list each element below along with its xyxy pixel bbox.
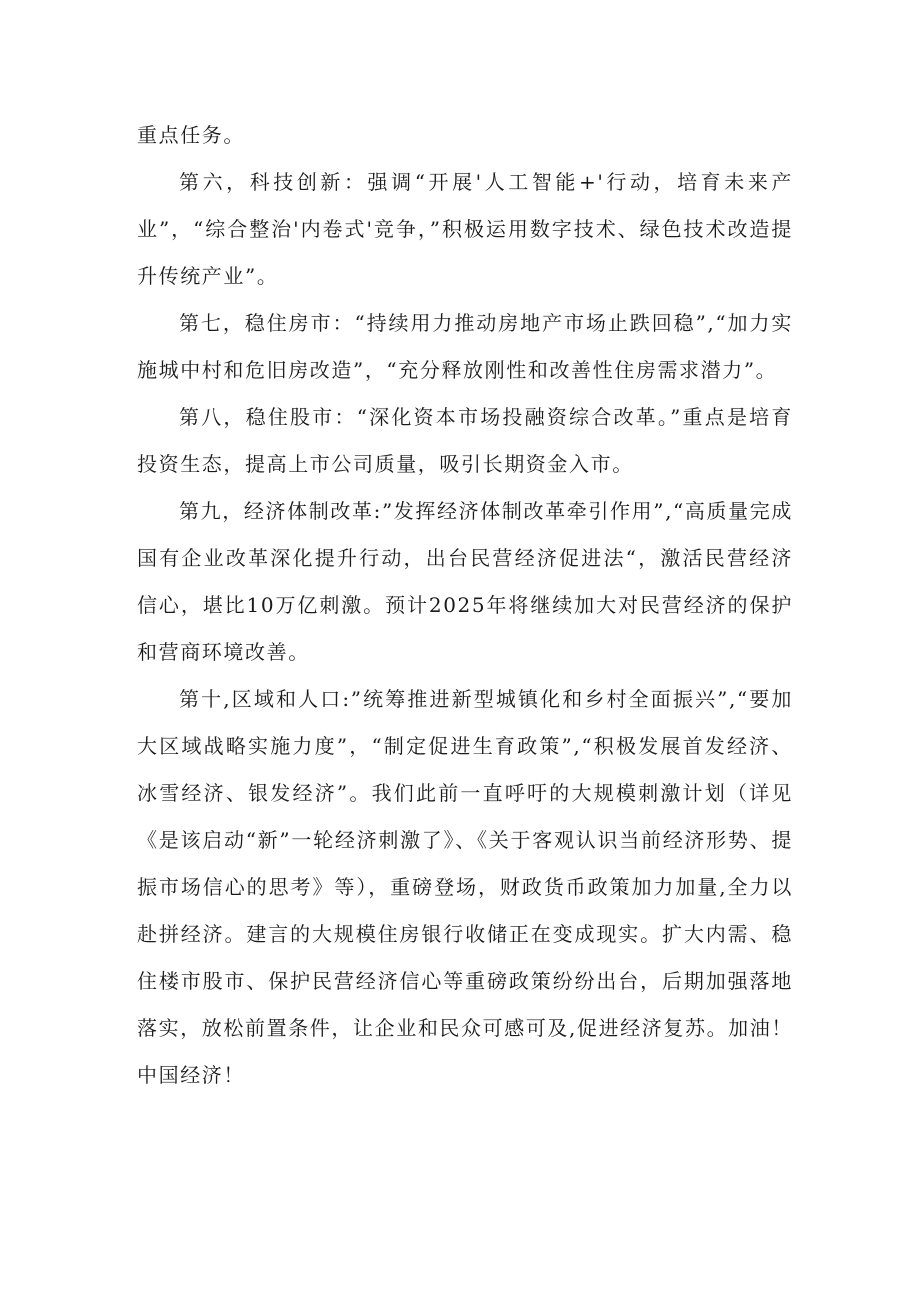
paragraph-continuation: 重点任务。 [137,123,245,147]
paragraph-economic-reform: 第九，经济体制改革:”发挥经济体制改革牵引作用”,“高质量完成国有企业改革深化提升行动，出台民营经济促进法“，激活民营经济信心，堪比10万亿刺激。预计2025年将继续加大对民营经济的保护和营商环境改善。 [137,499,793,664]
paragraph-housing-market: 第七，稳住房市：“持续用力推动房地产市场止跌回稳”,“加力实施城中村和危旧房改造”，“充分释放刚性和改善性住房需求潜力”。 [137,311,793,382]
paragraph-stock-market: 第八，稳住股市：“深化资本市场投融资综合改革。”重点是培育投资生态，提高上市公司质量，吸引长期资金入市。 [137,405,793,476]
paragraph-region-population: 第十,区域和人口:”统筹推进新型城镇化和乡村全面振兴”,“要加大区域战略实施力度”，“制定促进生育政策”,“积极发展首发经济、冰雪经济、银发经济”。我们此前一直呼吁的大规模刺激计划（详见《是该启动“新”一轮经济刺激了》、《关于客观认识当前经济形势、提振市场信心的思考》等），重磅登场，财政货币政策加力加量,全力以赴拼经济。建言的大规模住房银行收储正在变成现实。扩大内需、稳住楼市股市、保护民营经济信心等重磅政策纷纷出台，后期加强落地落实，放松前置条件，让企业和民众可感可及,促进经济复苏。加油！中国经济！ [137,687,793,1087]
paragraph-tech-innovation: 第六，科技创新：强调“开展'人工智能+'行动，培育未来产业”，“综合整治'内卷式'竞争，”积极运用数字技术、绿色技术改造提升传统产业”。 [137,170,793,288]
document-body [137,112,793,1099]
